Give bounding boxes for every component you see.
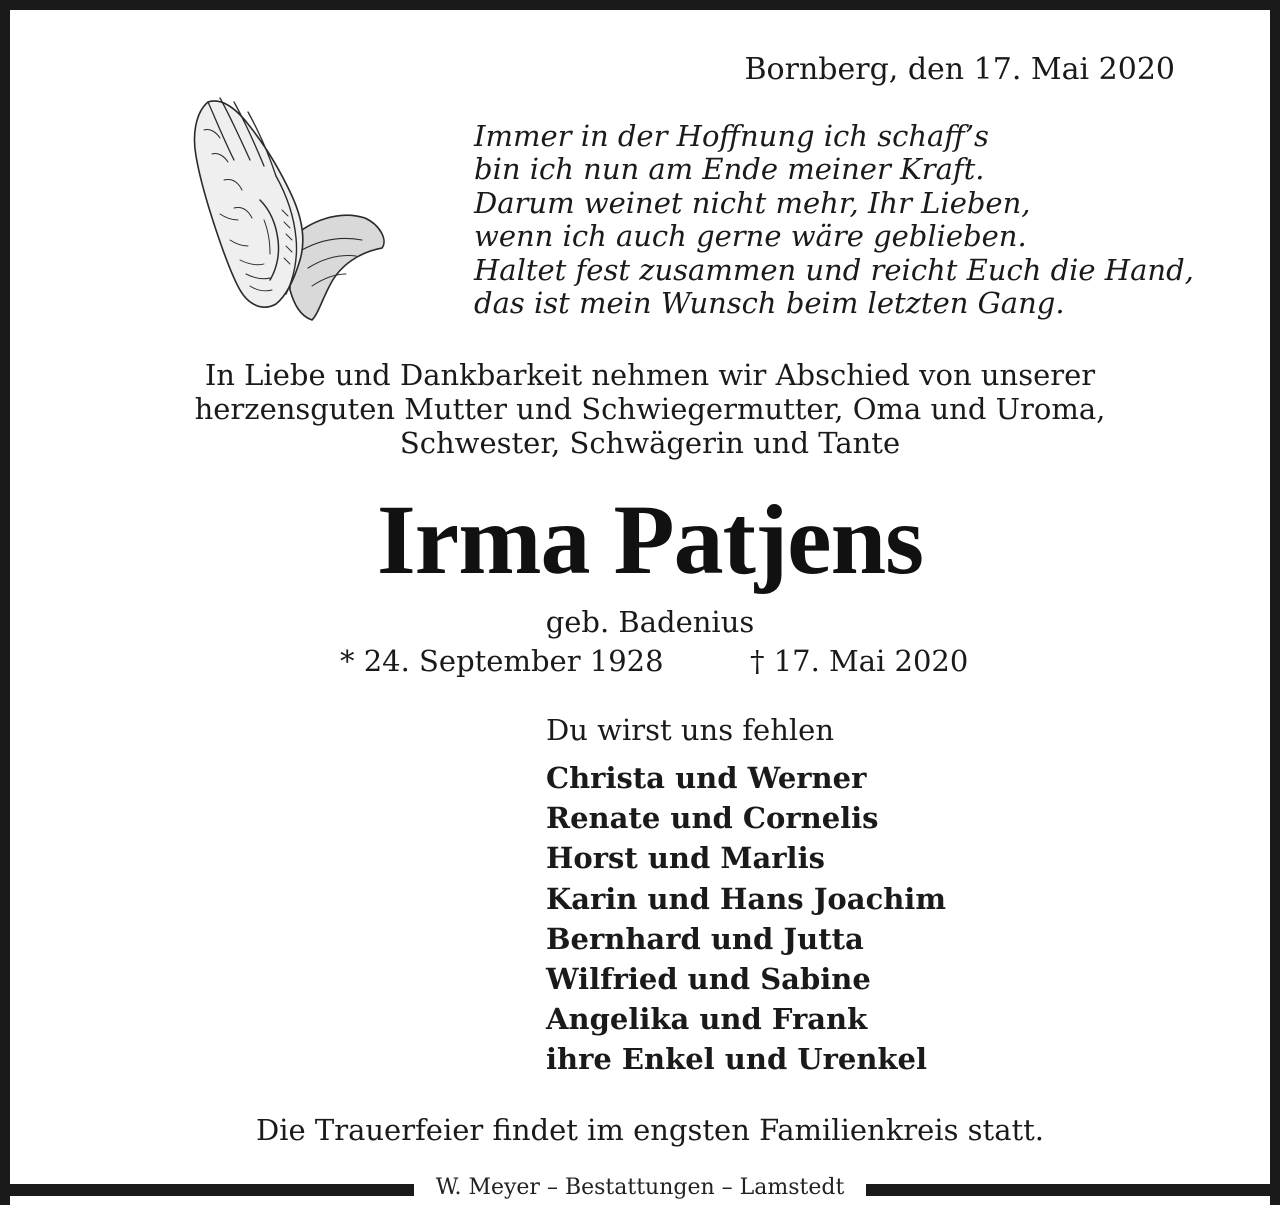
- poem-line: das ist mein Wunsch beim letzten Gang.: [474, 286, 1065, 321]
- poem-line: Darum weinet nicht mehr, Ihr Lieben,: [474, 185, 1031, 220]
- maiden-name: geb. Badenius: [545, 605, 755, 639]
- service-note: Die Trauerfeier findet im engsten Familienkreis statt.: [255, 1113, 1045, 1147]
- poem-line: bin ich nun am Ende meiner Kraft.: [474, 152, 985, 187]
- bottom-rule-right: [866, 1184, 1280, 1196]
- mourner-entry: Christa und Werner: [546, 761, 867, 795]
- mourner-entry: Horst und Marlis: [546, 841, 825, 876]
- poem: [474, 120, 1234, 320]
- mourner-entry: Angelika und Frank: [546, 1002, 868, 1037]
- intro-line: herzensguten Mutter und Schwiegermutter, Oma und Uroma,: [194, 392, 1106, 426]
- mourner-entry: Karin und Hans Joachim: [546, 881, 947, 916]
- bottom-rule-left: [0, 1184, 414, 1196]
- intro-line: In Liebe und Dankbarkeit nehmen wir Abschied von unserer: [204, 358, 1096, 392]
- birth-date: * 24. September 1928: [340, 644, 664, 678]
- place-date: Bornberg, den 17. Mai 2020: [744, 52, 1175, 87]
- mourner-entry: Bernhard und Jutta: [546, 921, 864, 956]
- mourner-entry: Renate und Cornelis: [546, 801, 879, 836]
- deceased-name: Irma Patjens: [376, 484, 924, 595]
- poem-line: wenn ich auch gerne wäre geblieben.: [474, 219, 1027, 254]
- death-date: † 17. Mai 2020: [750, 644, 969, 678]
- intro-line: Schwester, Schwägerin und Tante: [399, 426, 901, 460]
- mourners-list: [546, 758, 946, 1080]
- funeral-home-footer: W. Meyer – Bestattungen – Lamstedt: [435, 1175, 845, 1200]
- intro-text: [150, 358, 1150, 460]
- mourner-entry: Wilfried und Sabine: [546, 962, 871, 997]
- mourner-entry: ihre Enkel und Urenkel: [546, 1042, 927, 1077]
- poem-line: Haltet fest zusammen und reicht Euch die Hand,: [474, 252, 1194, 287]
- poem-line: Immer in der Hoffnung ich schaff’s: [474, 119, 989, 153]
- praying-hands-icon: [190, 90, 390, 322]
- farewell-line: Du wirst uns fehlen: [546, 713, 835, 747]
